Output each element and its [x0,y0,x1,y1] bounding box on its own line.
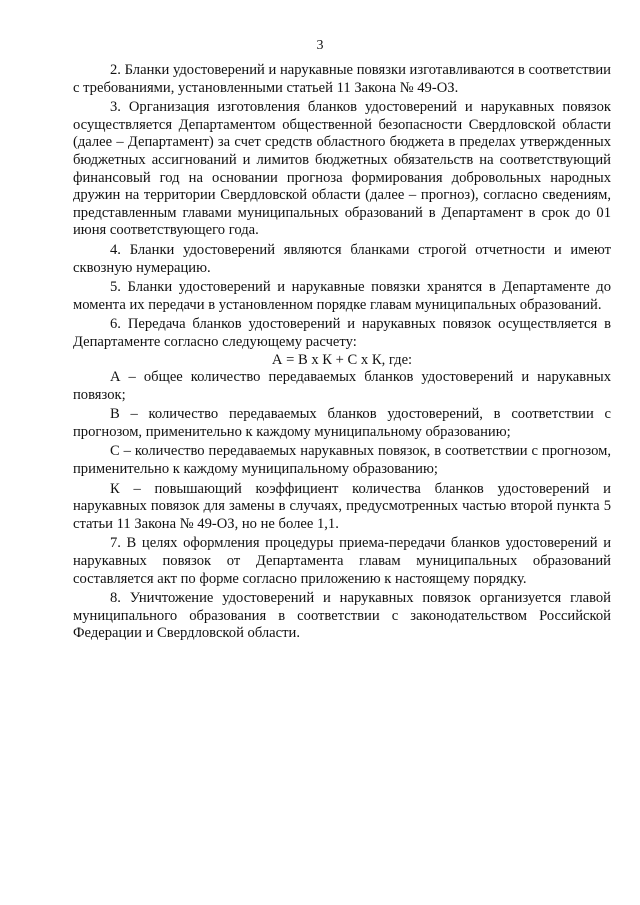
document-body [73,62,611,643]
definition-k: К – повышающий коэффициент количества бланков удостоверений и нарукавных повязок для замены в случаях, предусмотренных частью второй пункта 5 статьи 11 Закона № 49-ОЗ, но не более 1,1. [73,480,611,532]
definition-a: А – общее количество передаваемых бланков удостоверений и нарукавных повязок; [73,369,611,403]
paragraph-2: 2. Бланки удостоверений и нарукавные повязки изготавливаются в соответствии с требованиями, установленными статьей 11 Закона № 49-ОЗ. [73,62,611,96]
paragraph-7: 7. В целях оформления процедуры приема-передачи бланков удостоверений и нарукавных повязок от Департамента главам муниципальных образований составляется акт по форме согласно приложению к настоящему порядку. [73,535,611,587]
paragraph-5: 5. Бланки удостоверений и нарукавные повязки хранятся в Департаменте до момента их передачи в установленном порядке главам муниципальных образований. [73,279,611,313]
page-number: 3 [316,38,324,53]
paragraph-4: 4. Бланки удостоверений являются бланками строгой отчетности и имеют сквозную нумерацию. [73,241,611,276]
paragraph-6: 6. Передача бланков удостоверений и нарукавных повязок осуществляется в Департаменте согласно следующему расчету: [73,316,611,350]
formula: А = В х К + С х К, где: [271,351,413,368]
definition-c: С – количество передаваемых нарукавных повязок, в соответствии с прогнозом, применительно к каждому муниципальному образованию; [73,443,611,478]
definition-b: В – количество передаваемых бланков удостоверений, в соответствии с прогнозом, применительно к каждому муниципальному образованию; [73,406,611,440]
paragraph-8: 8. Уничтожение удостоверений и нарукавных повязок организуется главой муниципального образования в соответствии с законодательством Российской Федерации и Свердловской области. [73,590,611,642]
paragraph-3: 3. Организация изготовления бланков удостоверений и нарукавных повязок осуществляется Департаментом общественной безопасности Свердловской области (далее – Департамент) за счет средств областного бюджета в пределах утвержденных бюджетных ассигнований и лимитов бюджетных обязательств на соответствующий финансовый год на основании прогноза формирования добровольных народных дружин на территории Свердловской области (далее – прогноз), согласно сведениям, представленным главами муниципальных образований в Департамент в срок до 01 июня соответствующего года. [73,99,611,239]
